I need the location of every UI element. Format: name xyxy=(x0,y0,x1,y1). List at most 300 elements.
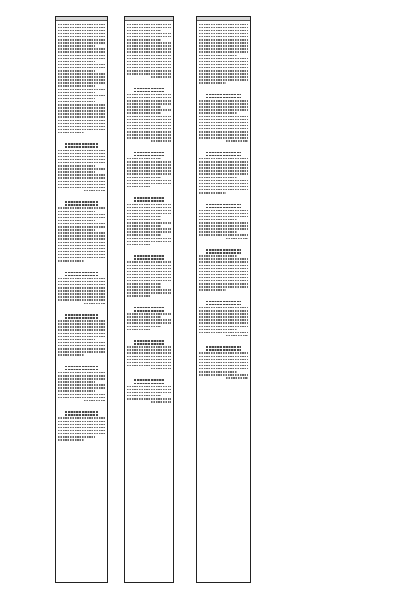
body-text-line xyxy=(199,103,248,105)
body-text-line xyxy=(58,354,84,356)
section-heading-line xyxy=(206,152,240,154)
body-text-line xyxy=(127,97,171,99)
body-text-line xyxy=(58,387,105,389)
section-heading-line xyxy=(65,366,98,368)
body-text-line xyxy=(58,187,105,189)
body-text-line xyxy=(58,424,105,426)
body-text-line xyxy=(127,183,171,185)
section-heading-line xyxy=(134,152,165,154)
column-body xyxy=(56,21,107,444)
body-text-line xyxy=(58,89,105,91)
body-text-line xyxy=(127,222,171,224)
body-text-line xyxy=(58,345,105,347)
body-text-line xyxy=(58,113,105,115)
section-heading-line xyxy=(206,204,240,206)
body-text-line xyxy=(199,42,248,44)
section-heading-line xyxy=(134,379,165,381)
section-heading-line xyxy=(134,255,165,257)
body-text-line xyxy=(199,167,248,169)
body-text-line xyxy=(58,76,105,78)
body-text-line xyxy=(127,352,171,354)
article-section xyxy=(199,94,248,142)
body-text-line xyxy=(58,342,105,344)
body-text-line xyxy=(58,27,105,29)
body-text-line xyxy=(199,36,248,38)
body-text-line xyxy=(199,125,248,127)
article-section xyxy=(58,272,105,304)
body-text-line xyxy=(199,310,248,312)
body-text-line xyxy=(127,134,171,136)
body-text-line xyxy=(199,58,248,60)
body-text-line xyxy=(127,392,171,394)
body-text-line xyxy=(199,134,248,136)
body-text-line xyxy=(199,216,248,218)
article-section xyxy=(199,249,248,291)
body-text-line xyxy=(127,277,171,279)
body-text-line xyxy=(199,261,248,263)
body-text-line xyxy=(58,257,105,259)
body-text-line xyxy=(199,219,237,221)
body-text-line xyxy=(58,120,105,122)
body-text-line xyxy=(58,36,105,38)
body-text-line xyxy=(58,439,84,441)
section-heading-line xyxy=(134,200,165,202)
body-text-line xyxy=(199,326,248,328)
body-text-line xyxy=(127,207,171,209)
body-text-line xyxy=(58,394,105,396)
body-text-line xyxy=(127,241,171,243)
body-text-line xyxy=(127,274,171,276)
body-text-line xyxy=(199,67,248,69)
section-heading-line xyxy=(206,301,240,303)
section-heading-line xyxy=(65,317,98,319)
body-text-line xyxy=(127,286,161,288)
body-text-line xyxy=(199,131,248,133)
body-text-line xyxy=(58,235,105,237)
body-text-line xyxy=(127,100,171,102)
body-text-line xyxy=(58,287,105,289)
body-text-line xyxy=(58,67,105,69)
body-text-line xyxy=(58,174,105,176)
section-heading-line xyxy=(206,304,240,306)
article-section xyxy=(58,143,105,191)
body-text-line xyxy=(127,329,151,331)
body-text-line xyxy=(199,313,248,315)
body-text-line xyxy=(58,73,105,75)
body-text-line xyxy=(127,356,171,358)
article-section xyxy=(58,366,105,402)
section-heading-line xyxy=(134,340,165,342)
body-text-line xyxy=(127,48,171,50)
body-text-line xyxy=(199,283,248,285)
article-section xyxy=(127,255,171,297)
body-text-line xyxy=(199,322,248,324)
body-text-line xyxy=(199,79,248,81)
body-text-line xyxy=(58,184,105,186)
section-heading-line xyxy=(206,346,240,348)
body-text-line xyxy=(127,61,171,63)
body-text-line xyxy=(127,158,161,160)
section-heading-line xyxy=(134,91,165,93)
body-text-line xyxy=(199,319,248,321)
body-text-line xyxy=(199,225,248,227)
body-text-line xyxy=(58,433,105,435)
body-text-line xyxy=(127,33,171,35)
body-text-line xyxy=(127,234,161,236)
body-text-line xyxy=(151,368,171,370)
body-text-line xyxy=(127,244,151,246)
body-text-line xyxy=(58,104,105,106)
body-text-line xyxy=(58,85,95,87)
body-text-line xyxy=(58,24,105,26)
body-text-line xyxy=(199,258,248,260)
body-text-line xyxy=(199,265,248,267)
body-text-line xyxy=(127,238,171,240)
body-text-line xyxy=(58,390,95,392)
body-text-line xyxy=(199,271,248,273)
body-text-line xyxy=(199,255,237,257)
body-text-line xyxy=(58,98,95,100)
body-text-line xyxy=(127,119,171,121)
body-text-line xyxy=(199,119,248,121)
body-text-line xyxy=(199,365,248,367)
body-text-line xyxy=(127,289,171,291)
body-text-line xyxy=(127,167,171,169)
body-text-line xyxy=(58,64,105,66)
body-text-line xyxy=(226,238,248,240)
body-text-line xyxy=(58,58,105,60)
article-section xyxy=(199,346,248,378)
body-text-line xyxy=(127,219,161,221)
body-text-line xyxy=(199,45,248,47)
body-text-line xyxy=(127,122,171,124)
body-text-line xyxy=(199,100,248,102)
body-text-line xyxy=(127,116,171,118)
body-text-line xyxy=(58,123,105,125)
body-text-line xyxy=(199,268,248,270)
body-text-line xyxy=(58,351,105,353)
body-text-line xyxy=(127,94,171,96)
body-text-line xyxy=(151,401,171,403)
body-text-line xyxy=(127,42,171,44)
body-text-line xyxy=(58,95,105,97)
body-text-line xyxy=(58,254,105,256)
body-text-line xyxy=(58,290,105,292)
body-text-line xyxy=(127,349,171,351)
body-text-line xyxy=(199,61,248,63)
body-text-line xyxy=(226,140,248,142)
article-section xyxy=(58,314,105,356)
body-text-line xyxy=(127,131,171,133)
body-text-line xyxy=(58,329,105,331)
body-text-line xyxy=(127,225,161,227)
body-text-line xyxy=(199,109,248,111)
body-text-line xyxy=(199,371,237,373)
article-section xyxy=(127,379,171,402)
section-heading-line xyxy=(134,88,165,90)
body-text-line xyxy=(58,107,105,109)
body-text-line xyxy=(58,336,105,338)
body-text-line xyxy=(127,112,161,114)
body-text-line xyxy=(199,286,248,288)
body-text-line xyxy=(127,45,171,47)
body-text-line xyxy=(127,204,171,206)
body-text-line xyxy=(127,55,171,57)
article-section xyxy=(127,152,171,188)
body-text-line xyxy=(127,346,171,348)
section-heading-line xyxy=(65,369,98,371)
body-text-line xyxy=(199,48,248,50)
body-text-line xyxy=(199,307,248,309)
body-text-line xyxy=(127,103,171,105)
body-text-line xyxy=(127,39,161,41)
body-text-line xyxy=(127,228,171,230)
body-text-line xyxy=(58,30,105,32)
body-text-line xyxy=(199,332,248,334)
body-text-line xyxy=(127,231,171,233)
body-text-line xyxy=(58,39,105,41)
body-text-line xyxy=(199,173,248,175)
body-text-line xyxy=(127,365,171,367)
article-column-3 xyxy=(196,16,251,583)
body-text-line xyxy=(199,274,248,276)
body-text-line xyxy=(199,161,248,163)
body-text-line xyxy=(58,323,105,325)
body-text-line xyxy=(199,70,248,72)
body-text-line xyxy=(58,101,95,103)
body-text-line xyxy=(127,389,171,391)
section-heading-line xyxy=(65,314,98,316)
article-section xyxy=(58,201,105,261)
body-text-line xyxy=(58,42,105,44)
body-text-line xyxy=(199,177,237,179)
body-text-line xyxy=(58,168,105,170)
body-text-line xyxy=(127,316,161,318)
section-heading-line xyxy=(65,143,98,145)
section-heading-line xyxy=(134,155,165,157)
body-text-line xyxy=(58,436,95,438)
body-text-line xyxy=(199,189,248,191)
section-heading-line xyxy=(134,258,165,260)
body-text-line xyxy=(199,228,248,230)
body-text-line xyxy=(199,24,248,26)
body-text-line xyxy=(199,329,237,331)
section-heading-line xyxy=(206,252,240,254)
body-text-line xyxy=(58,284,105,286)
body-text-line xyxy=(199,362,248,364)
body-text-line xyxy=(58,156,105,158)
article-section xyxy=(127,307,171,330)
body-text-line xyxy=(58,165,95,167)
body-text-line xyxy=(58,116,105,118)
article-section xyxy=(127,197,171,245)
body-text-line xyxy=(58,79,105,81)
body-text-line xyxy=(127,395,161,397)
body-text-line xyxy=(58,238,105,240)
body-text-line xyxy=(127,268,171,270)
body-text-line xyxy=(199,231,237,233)
section-heading-line xyxy=(206,155,240,157)
section-heading-line xyxy=(134,383,165,385)
section-heading-line xyxy=(134,197,165,199)
body-text-line xyxy=(199,82,226,84)
section-heading-line xyxy=(134,310,165,312)
body-text-line xyxy=(127,362,171,364)
body-text-line xyxy=(199,352,248,354)
section-heading-line xyxy=(134,343,165,345)
section-heading-line xyxy=(65,272,98,274)
body-text-line xyxy=(199,76,248,78)
body-text-line xyxy=(127,322,171,324)
body-text-line xyxy=(58,211,95,213)
body-text-line xyxy=(58,245,105,247)
body-text-line xyxy=(58,296,105,298)
body-text-line xyxy=(199,128,248,130)
body-text-line xyxy=(199,359,248,361)
section-heading-line xyxy=(134,307,165,309)
body-text-line xyxy=(58,33,105,35)
body-text-line xyxy=(58,132,84,134)
body-text-line xyxy=(58,61,95,63)
body-text-line xyxy=(151,76,171,78)
section-heading-line xyxy=(206,207,240,209)
body-text-line xyxy=(58,220,95,222)
body-text-line xyxy=(127,51,171,53)
body-text-line xyxy=(58,207,105,209)
body-text-line xyxy=(58,281,105,283)
body-text-line xyxy=(199,170,248,172)
article-section xyxy=(127,24,171,78)
body-text-line xyxy=(127,326,161,328)
article-section xyxy=(58,24,105,134)
body-text-line xyxy=(127,280,171,282)
body-text-line xyxy=(58,333,105,335)
body-text-line xyxy=(199,368,248,370)
body-text-line xyxy=(127,30,161,32)
body-text-line xyxy=(58,177,105,179)
body-text-line xyxy=(127,27,171,29)
body-text-line xyxy=(58,171,95,173)
body-text-line xyxy=(199,289,226,291)
article-column-1 xyxy=(55,16,108,583)
body-text-line xyxy=(127,319,171,321)
body-text-line xyxy=(58,70,95,72)
body-text-line xyxy=(127,70,171,72)
body-text-line xyxy=(199,183,248,185)
body-text-line xyxy=(199,234,248,236)
section-heading-line xyxy=(206,249,240,251)
body-text-line xyxy=(127,137,171,139)
body-text-line xyxy=(199,210,248,212)
article-section xyxy=(58,411,105,440)
body-text-line xyxy=(58,299,105,301)
body-text-line xyxy=(127,213,171,215)
body-text-line xyxy=(199,186,248,188)
body-text-line xyxy=(199,30,248,32)
body-text-line xyxy=(58,153,105,155)
section-heading-line xyxy=(206,349,240,351)
body-text-line xyxy=(58,320,105,322)
body-text-line xyxy=(199,316,248,318)
body-text-line xyxy=(58,417,105,419)
body-text-line xyxy=(58,159,105,161)
body-text-line xyxy=(58,378,105,380)
body-text-line xyxy=(127,216,161,218)
body-text-line xyxy=(58,427,105,429)
body-text-line xyxy=(58,372,105,374)
body-text-line xyxy=(58,55,105,57)
article-section xyxy=(199,152,248,194)
body-text-line xyxy=(199,158,248,160)
body-text-line xyxy=(58,150,105,152)
body-text-line xyxy=(127,125,171,127)
body-text-line xyxy=(127,210,171,212)
body-text-line xyxy=(127,24,171,26)
body-text-line xyxy=(199,73,248,75)
body-text-line xyxy=(58,293,105,295)
body-text-line xyxy=(199,277,248,279)
body-text-line xyxy=(127,58,171,60)
body-text-line xyxy=(199,122,248,124)
body-text-line xyxy=(127,295,151,297)
body-text-line xyxy=(127,261,171,263)
body-text-line xyxy=(58,248,105,250)
body-text-line xyxy=(127,67,171,69)
body-text-line xyxy=(226,377,248,379)
body-text-line xyxy=(127,186,151,188)
body-text-line xyxy=(58,375,105,377)
article-column-2 xyxy=(124,16,174,583)
section-heading-line xyxy=(65,204,98,206)
body-text-line xyxy=(127,283,161,285)
section-heading-line xyxy=(65,146,98,148)
section-heading-line xyxy=(206,97,240,99)
body-text-line xyxy=(199,27,248,29)
body-text-line xyxy=(151,140,171,142)
article-section xyxy=(127,88,171,142)
body-text-line xyxy=(58,397,105,399)
body-text-line xyxy=(58,51,105,53)
body-text-line xyxy=(127,170,171,172)
body-text-line xyxy=(58,242,105,244)
body-text-line xyxy=(199,374,248,376)
body-text-line xyxy=(58,223,105,225)
body-text-line xyxy=(58,326,105,328)
body-text-line xyxy=(58,381,95,383)
column-body xyxy=(197,21,250,382)
body-text-line xyxy=(199,112,237,114)
body-text-line xyxy=(199,33,248,35)
body-text-line xyxy=(199,106,248,108)
body-text-line xyxy=(58,339,95,341)
body-text-line xyxy=(58,226,105,228)
body-text-line xyxy=(127,313,171,315)
body-text-line xyxy=(127,106,161,108)
section-heading-line xyxy=(65,275,98,277)
body-text-line xyxy=(226,335,248,337)
body-text-line xyxy=(58,232,105,234)
body-text-line xyxy=(127,128,171,130)
section-heading-line xyxy=(206,94,240,96)
section-heading-line xyxy=(65,414,98,416)
body-text-line xyxy=(58,217,105,219)
body-text-line xyxy=(58,229,95,231)
body-text-line xyxy=(127,177,161,179)
section-heading-line xyxy=(65,201,98,203)
body-text-line xyxy=(199,55,237,57)
body-text-line xyxy=(199,222,248,224)
body-text-line xyxy=(58,82,105,84)
